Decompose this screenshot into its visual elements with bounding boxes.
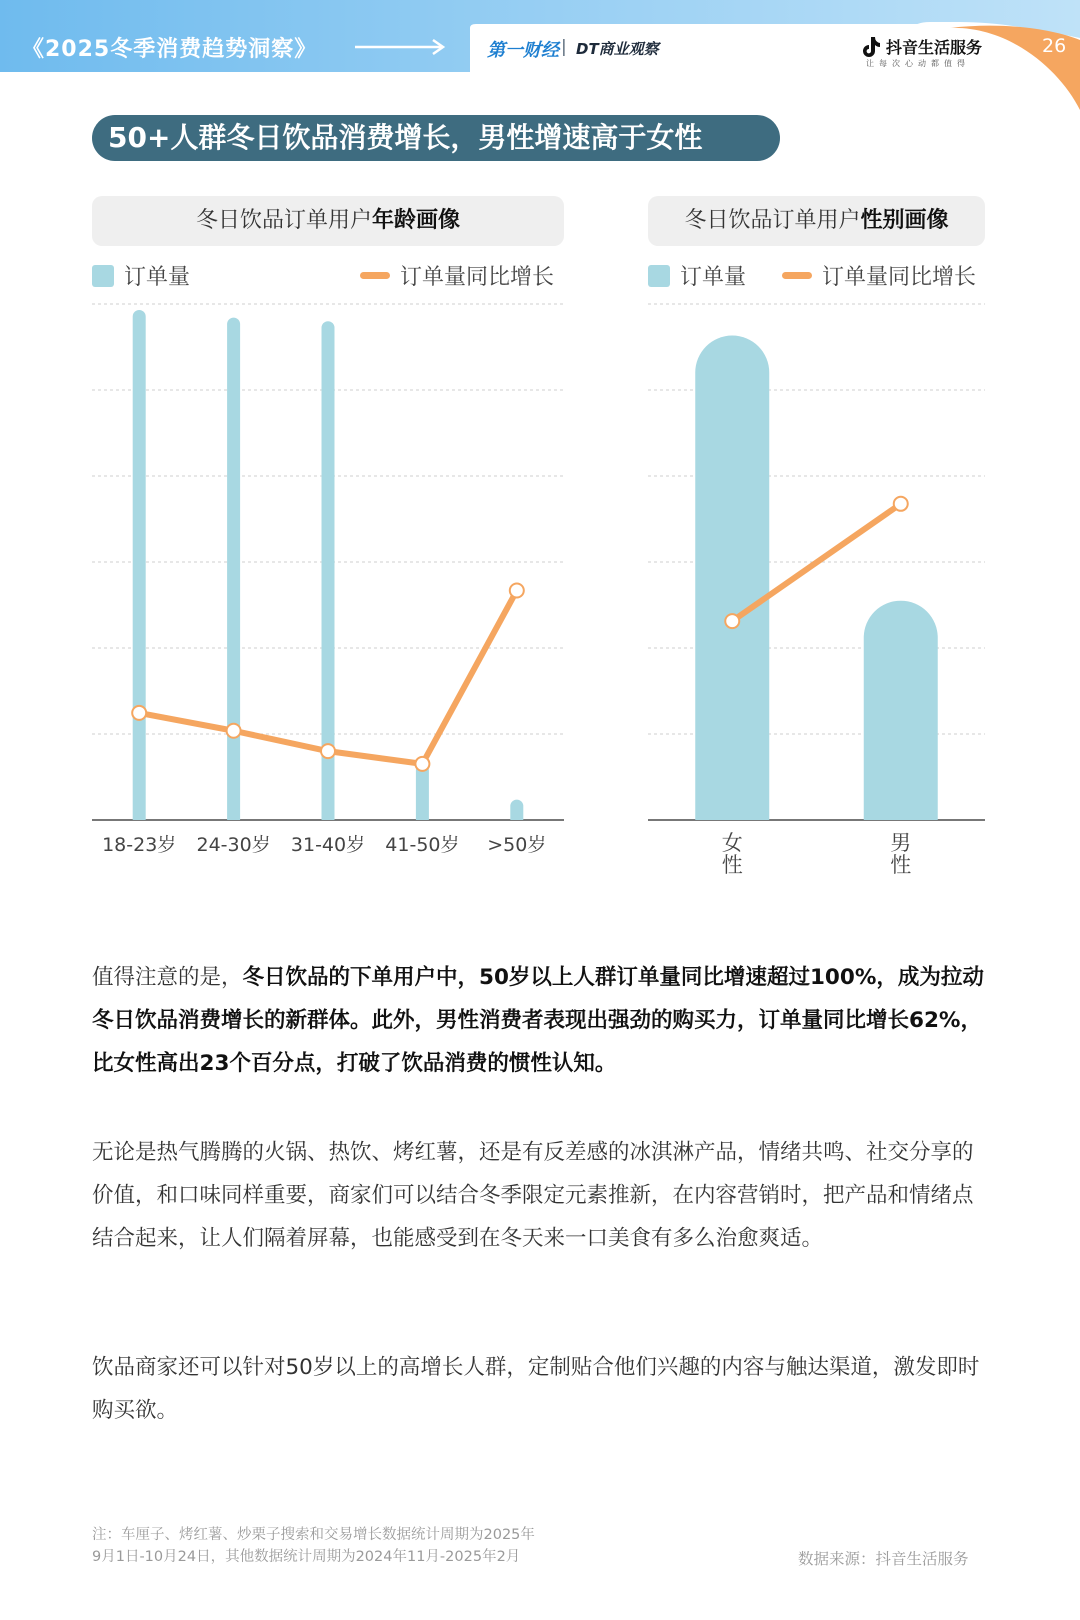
brand-logo-yicai: 第一财经 (487, 40, 559, 61)
x-tick-label: 女 (721, 831, 743, 855)
x-tick-label: 男 (890, 831, 912, 855)
age-legend-line (360, 260, 554, 291)
brand-logo-dt: DT商业观察 (576, 40, 659, 58)
gender-chart (648, 300, 985, 880)
x-tick-label: 41-50岁 (385, 834, 460, 856)
line-point (725, 614, 739, 628)
gender-legend-bar (648, 260, 746, 291)
x-tick-label: 18-23岁 (102, 834, 177, 856)
footnote-line-1: 注：车厘子、烤红薯、炒栗子搜索和交易增长数据统计周期为2025年 (92, 1527, 535, 1543)
paragraph-2: 无论是热气腾腾的火锅、热饮、烤红薯，还是有反差感的冰淇淋产品，情绪共鸣、社交分享的价值，和口味同样重要，商家们可以结合冬季限定元素推新，在内容营销时，把产品和情绪点结合起来，让人们隔着屏幕，也能感受到在冬天来一口美食有多么治愈爽适。 (92, 1140, 974, 1251)
age-legend-bar-label: 订单量 (124, 265, 191, 290)
gender-chart-title-bold: 性别画像 (860, 208, 949, 233)
gender-chart-title-plain: 冬日饮品订单用户 (684, 208, 861, 233)
arrow-right-icon (355, 38, 447, 56)
age-chart (92, 300, 564, 880)
footnote (92, 1524, 652, 1568)
x-tick-label: >50岁 (487, 834, 547, 856)
paragraph-1 (92, 956, 988, 1085)
line-point (415, 757, 429, 771)
line-point (227, 724, 241, 738)
age-legend-line-label: 订单量同比增长 (400, 265, 555, 290)
bar-swatch-icon (648, 265, 670, 287)
x-tick-label: 31-40岁 (290, 834, 366, 856)
gender-legend-bar-label: 订单量 (680, 265, 747, 290)
line-swatch-icon (360, 272, 390, 279)
bar-swatch-icon (92, 265, 114, 287)
gender-legend-line (782, 260, 976, 291)
line-point (321, 744, 335, 758)
section-title: 50+人群冬日饮品消费增长，男性增速高于女性 (92, 115, 780, 161)
age-chart-title (92, 196, 564, 246)
line-point (894, 497, 908, 511)
report-title: 《2025冬季消费趋势洞察》 (22, 37, 318, 62)
footnote-line-2: 9月1日-10月24日，其他数据统计周期为2024年11月-2025年2月 (92, 1549, 521, 1565)
line-swatch-icon (782, 272, 812, 279)
paragraph-3: 饮品商家还可以针对50岁以上的高增长人群，定制贴合他们兴趣的内容与触达渠道，激发即时购买欲。 (92, 1355, 980, 1423)
brand-separator: | (561, 37, 567, 57)
data-source: 数据来源：抖音生活服务 (798, 1550, 969, 1568)
paragraph-1-lead: 值得注意的是， (92, 965, 243, 990)
bar (416, 764, 429, 820)
bar (227, 318, 240, 820)
bar (864, 601, 938, 820)
age-chart-title-bold: 年龄画像 (372, 208, 461, 233)
gender-legend-line-label: 订单量同比增长 (822, 265, 977, 290)
age-chart-title-plain: 冬日饮品订单用户 (195, 208, 372, 233)
line-point (132, 706, 146, 720)
bar (695, 336, 769, 821)
paragraph-1-emphasis: 冬日饮品的下单用户中，50岁以上人群订单量同比增速超过100%，成为拉动冬日饮品消费增长的新群体。此外，男性消费者表现出强劲的购买力，订单量同比增长62%，比女性高出23个百分点，打破了饮品消费的惯性认知。 (92, 965, 984, 1076)
x-tick-label: 性 (721, 853, 743, 877)
age-legend-bar (92, 260, 190, 291)
bar (133, 310, 146, 820)
douyin-logo-icon (862, 36, 882, 58)
bar (510, 800, 523, 820)
x-tick-label: 性 (890, 853, 912, 877)
douyin-slogan: 让每次心动都值得 (866, 59, 970, 68)
douyin-brand-name: 抖音生活服务 (886, 38, 983, 57)
gender-chart-title (648, 196, 985, 246)
x-tick-label: 24-30岁 (196, 834, 271, 856)
line-point (510, 584, 524, 598)
page-number: 26 (1042, 35, 1067, 57)
